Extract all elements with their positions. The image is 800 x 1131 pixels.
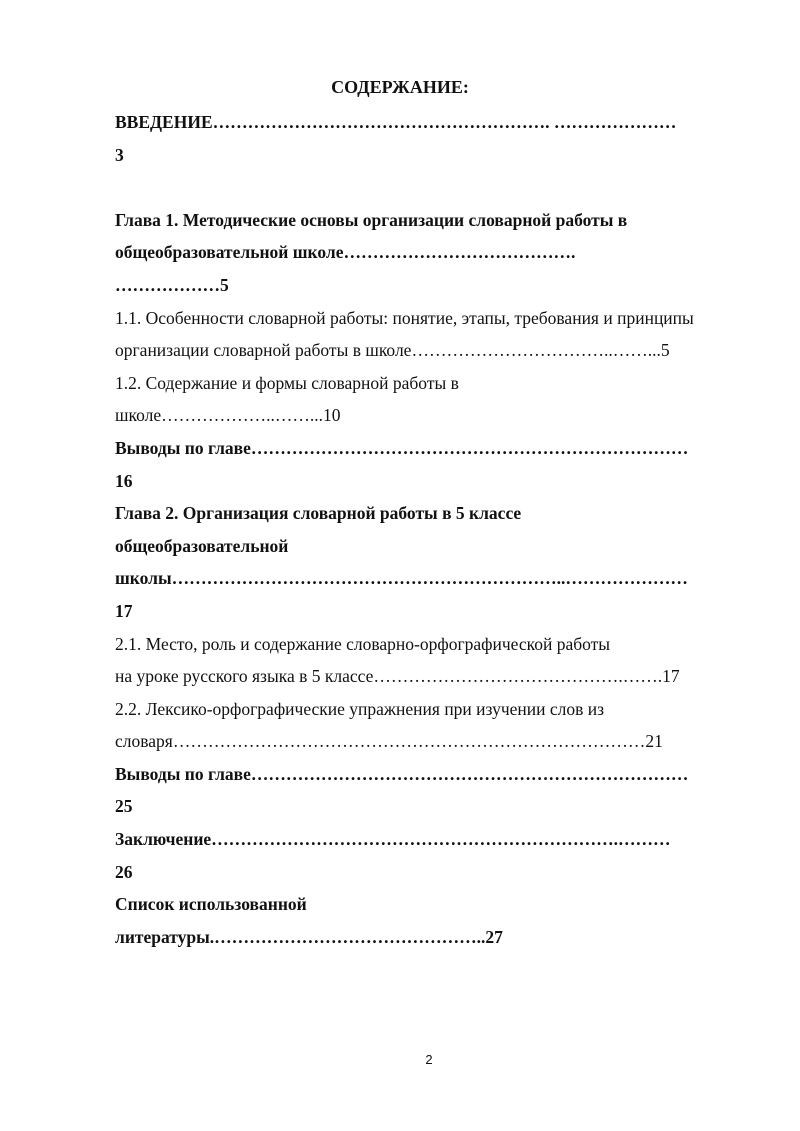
page-number: 2 — [425, 1052, 433, 1067]
toc-line: словаря………………………………………………………………………21 — [115, 731, 663, 752]
toc-heading: СОДЕРЖАНИЕ: — [331, 77, 469, 97]
toc-line: на уроке русского языка в 5 классе…………………………………….…….17 — [115, 666, 680, 687]
toc-line: Выводы по главе………………………………………………………………… — [115, 437, 689, 458]
toc-line: 3 — [115, 144, 124, 165]
toc-line: Заключение…………………………………………………………….……… — [115, 829, 671, 850]
toc-line: 1.1. Особенности словарной работы: понятие, этапы, требования и принципы — [115, 307, 694, 328]
toc-blank-line — [115, 171, 745, 204]
toc-line: школе………………..……...10 — [115, 405, 341, 426]
toc-line: литературы.………………………………………..27 — [115, 926, 503, 947]
table-of-contents — [115, 106, 745, 953]
toc-line: Глава 1. Методические основы организации словарной работы в — [115, 209, 628, 230]
toc-line: ………………5 — [115, 274, 229, 295]
toc-line: 2.1. Место, роль и содержание словарно-орфографической работы — [115, 633, 611, 654]
toc-line: школы…………………………………………………………..………………… — [115, 568, 688, 589]
toc-line: организации словарной работы в школе……………………………..……...5 — [115, 340, 670, 361]
toc-line: ВВЕДЕНИЕ…………………………………………………. ………………… — [115, 112, 677, 132]
toc-line: общеобразовательной — [115, 535, 289, 556]
toc-line: Глава 2. Организация словарной работы в 5 классе — [115, 503, 522, 524]
toc-line: 2.2. Лексико-орфографические упражнения при изучении слов из — [115, 698, 605, 719]
toc-line: Выводы по главе………………………………………………………………… — [115, 763, 689, 784]
toc-line: 16 — [115, 470, 133, 491]
toc-line: 17 — [115, 600, 133, 621]
toc-line: 1.2. Содержание и формы словарной работы в — [115, 372, 459, 393]
toc-line: Список использованной — [115, 894, 307, 915]
toc-line: 26 — [115, 861, 133, 882]
toc-line: общеобразовательной школе…………………………………. — [115, 242, 576, 263]
toc-line: 25 — [115, 796, 133, 817]
